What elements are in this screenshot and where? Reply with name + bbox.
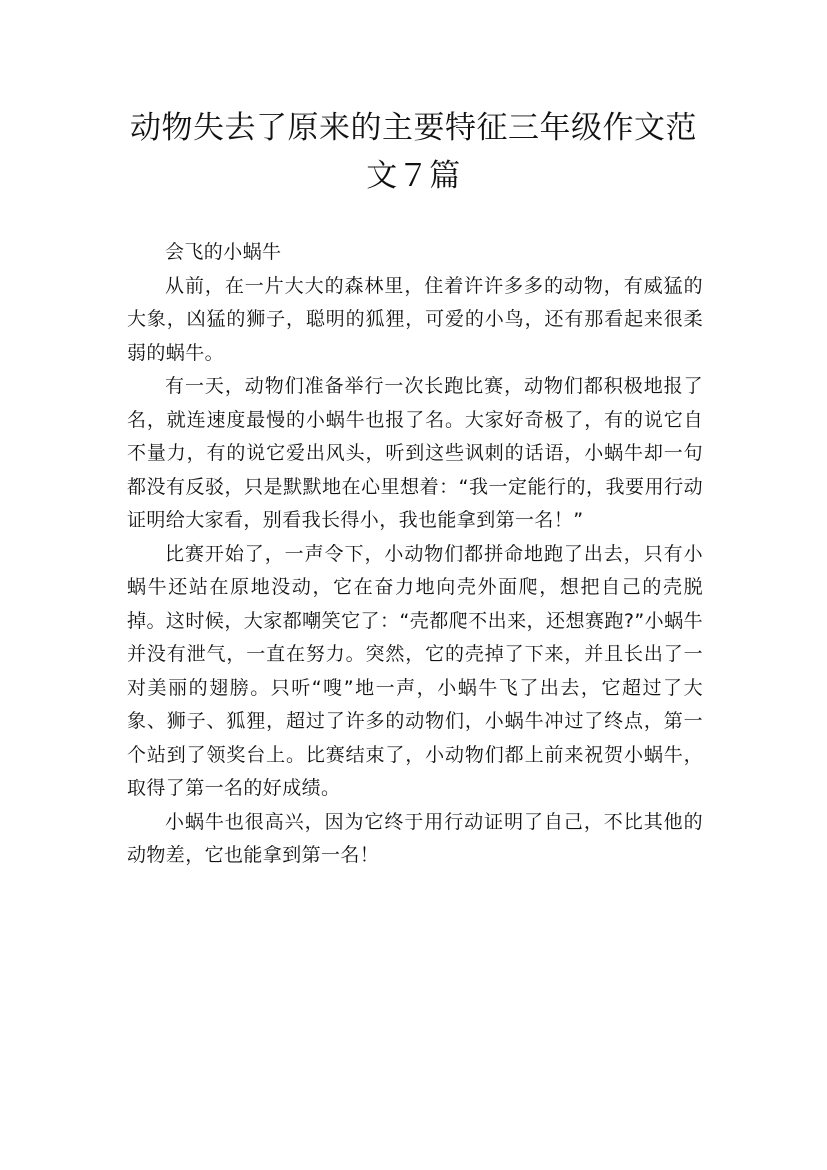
paragraph-1: 从前，在一片大大的森林里，住着许许多多的动物，有威猛的大象，凶猛的狮子，聪明的狐狸，可爱的小鸟，还有那看起来很柔弱的蜗牛。 — [127, 274, 703, 364]
section-subtitle: 会飞的小蜗牛 — [165, 241, 282, 263]
document-title: 动物失去了原来的主要特征三年级作文范文７篇 — [130, 110, 697, 194]
paragraph-3: 比赛开始了，一声令下，小动物们都拼命地跑了出去，只有小蜗牛还站在原地没动，它在奋力地向壳外面爬，想把自己的壳脱掉。这时候，大家都嘲笑它了：“壳都爬不出来，还想赛跑?”小蜗牛并没有泄气，一直在努力。突然，它的壳掉了下来，并且长出了一对美丽的翅膀。只听“嗖”地一声，小蜗牛飞了出去，它超过了大象、狮子、狐狸，超过了许多的动物们，小蜗牛冲过了终点，第一个站到了领奖台上。比赛结束了，小动物们都上前来祝贺小蜗牛，取得了第一名的好成绩。 — [127, 542, 703, 799]
document-body — [127, 236, 703, 873]
paragraph-4: 小蜗牛也很高兴，因为它终于用行动证明了自己，不比其他的动物差，它也能拿到第一名！ — [127, 810, 703, 866]
paragraph-2: 有一天，动物们准备举行一次长跑比赛，动物们都积极地报了名，就连速度最慢的小蜗牛也报了名。大家好奇极了，有的说它自不量力，有的说它爱出风头，听到这些讽刺的话语，小蜗牛却一句都没有反驳，只是默默地在心里想着：“我一定能行的，我要用行动证明给大家看，别看我长得小，我也能拿到第一名！” — [127, 375, 703, 531]
